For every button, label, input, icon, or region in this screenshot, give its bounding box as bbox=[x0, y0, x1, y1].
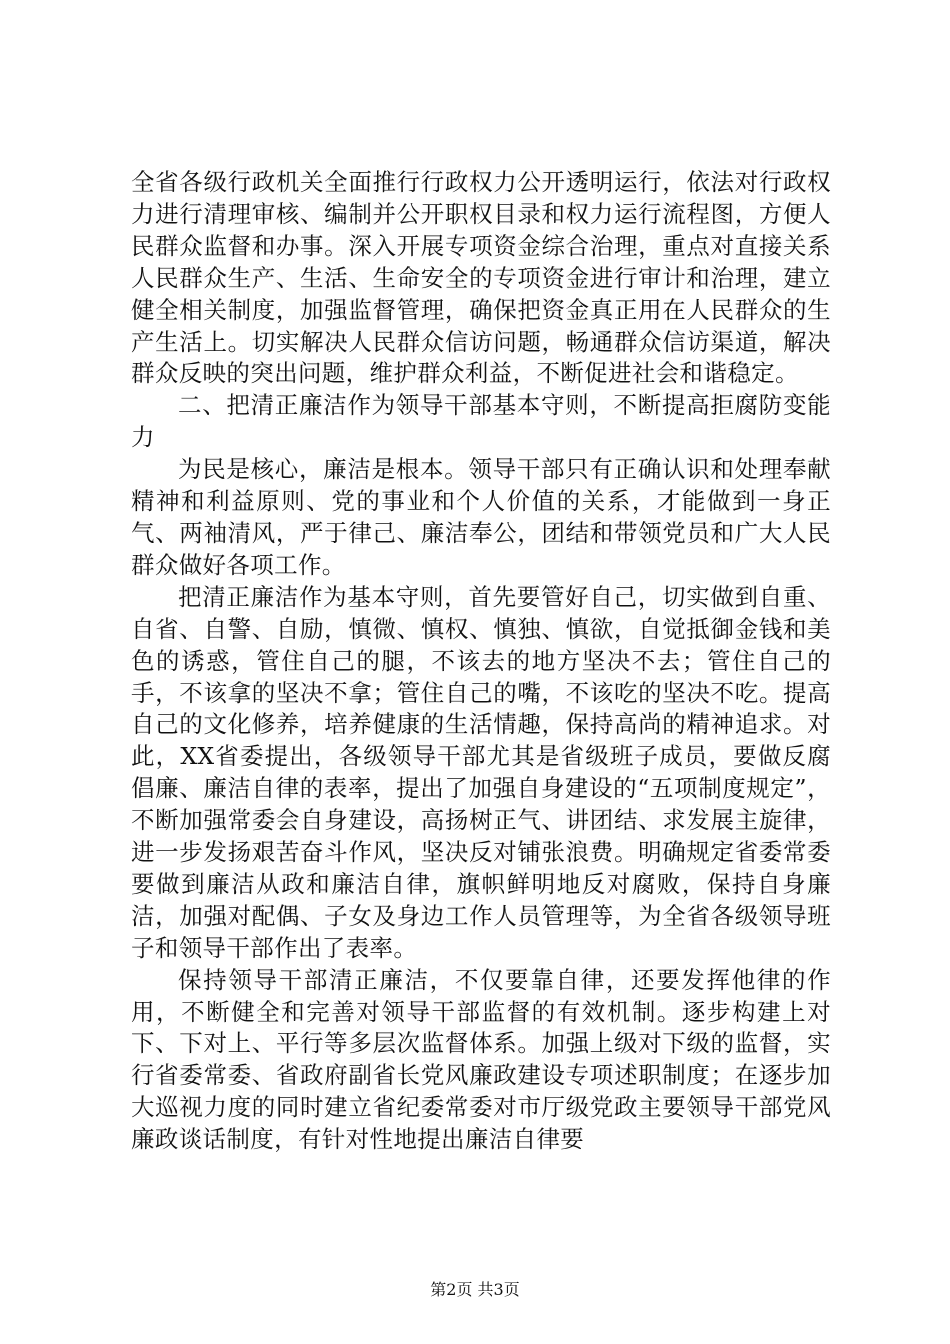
paragraph-1: 全省各级行政机关全面推行行政权力公开透明运行，依法对行政权力进行清理审核、编制并公开职权目录和权力运行流程图，方便人民群众监督和办事。深入开展专项资金综合治理，重点对直接关系人民群众生产、生活、生命安全的专项资金进行审计和治理，建立健全相关制度，加强监督管理，确保把资金真正用在人民群众的生产生活上。切实解决人民群众信访问题，畅通群众信访渠道，解决群众反映的突出问题，维护群众利益，不断促进社会和谐稳定。 bbox=[131, 168, 831, 388]
paragraph-3: 为民是核心，廉洁是根本。领导干部只有正确认识和处理奉献精神和利益原则、党的事业和个人价值的关系，才能做到一身正气、两袖清风，严于律己、廉洁奉公，团结和带领党员和广大人民群众做好各项工作。 bbox=[131, 455, 831, 579]
paragraph-5: 保持领导干部清正廉洁，不仅要靠自律，还要发挥他律的作用，不断健全和完善对领导干部监督的有效机制。逐步构建上对下、下对上、平行等多层次监督体系。加强上级对下级的监督，实行省委常委、省政府副省长党风廉政建设专项述职制度；在逐步加大巡视力度的同时建立省纪委常委对市厅级党政主要领导干部党风廉政谈话制度，有针对性地提出廉洁自律要 bbox=[131, 965, 831, 1154]
section-heading-2: 二、把清正廉洁作为领导干部基本守则，不断提高拒腐防变能力 bbox=[131, 391, 831, 452]
document-body bbox=[131, 167, 831, 1156]
page-footer: 第2页 共3页 bbox=[430, 1280, 520, 1299]
paragraph-4: 把清正廉洁作为基本守则，首先要管好自己，切实做到自重、自省、自警、自励，慎微、慎权、慎独、慎欲，自觉抵御金钱和美色的诱惑，管住自己的腿，不该去的地方坚决不去；管住自己的手，不该拿的坚决不拿；管住自己的嘴，不该吃的坚决不吃。提高自己的文化修养，培养健康的生活情趣，保持高尚的精神追求。对此，XX省委提出，各级领导干部尤其是省级班子成员，要做反腐倡廉、廉洁自律的表率，提出了加强自身建设的“五项制度规定”，不断加强常委会自身建设，高扬树正气、讲团结、求发展主旋律，进一步发扬艰苦奋斗作风，坚决反对铺张浪费。明确规定省委常委要做到廉洁从政和廉洁自律，旗帜鲜明地反对腐败，保持自身廉洁，加强对配偶、子女及身边工作人员管理等，为全省各级领导班子和领导干部作出了表率。 bbox=[131, 582, 831, 962]
